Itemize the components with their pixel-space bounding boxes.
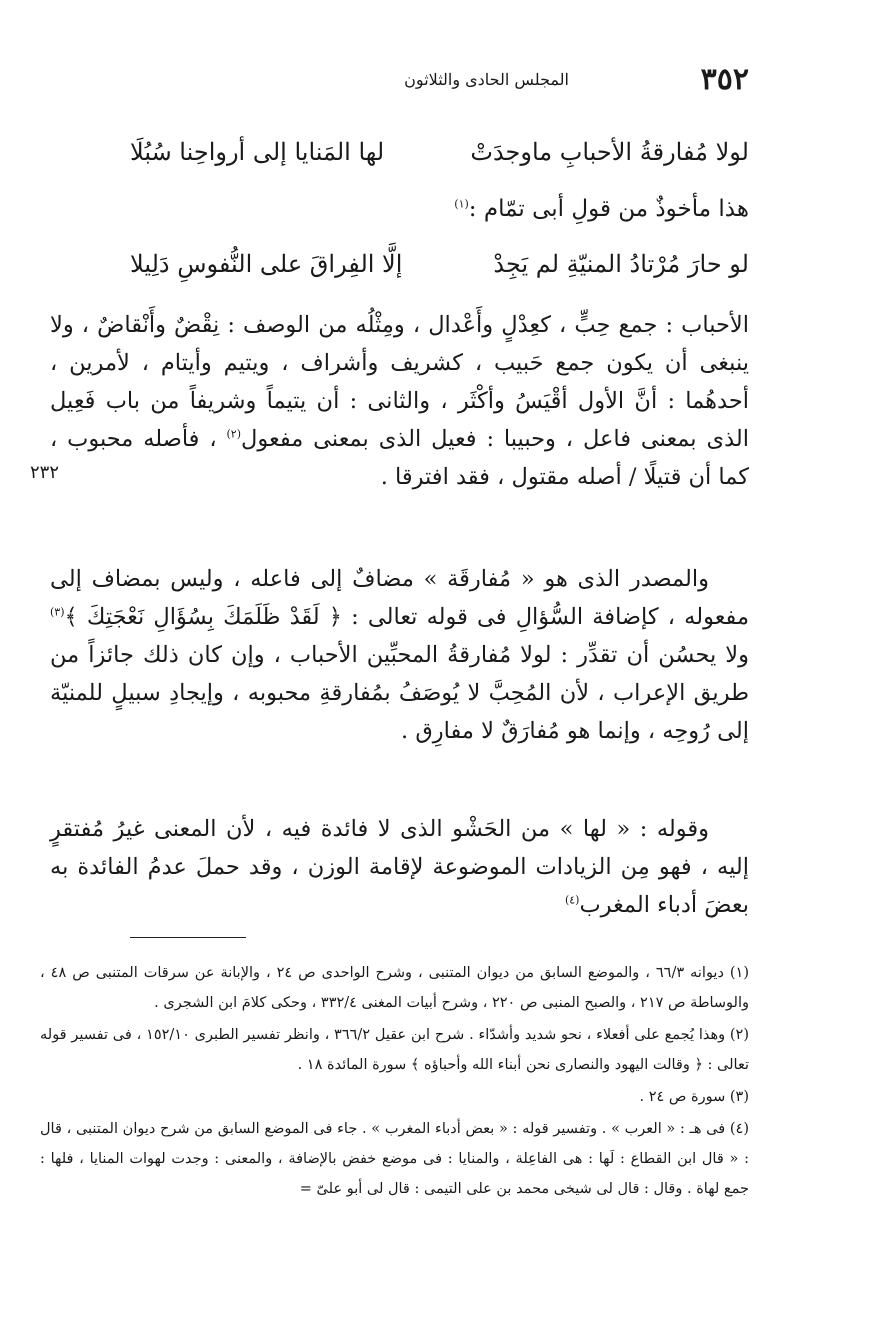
verse-2-first-hemistich: لو حارَ مُرْتادُ المنيّةِ لم يَجِدْ: [493, 250, 749, 278]
page-number: ٣٥٢: [700, 62, 749, 97]
footnote-ref-4: (٤): [564, 893, 580, 907]
footnote-ref-1: (١): [454, 197, 469, 211]
verse-1: [130, 138, 749, 178]
paragraph-1: [50, 306, 749, 496]
paragraph-3: [50, 810, 749, 924]
verse-2: [130, 250, 749, 290]
verse-1-first-hemistich: لولا مُفارقةُ الأحبابِ ماوجدَتْ: [470, 138, 749, 166]
footnote-ref-2: (٢): [226, 427, 241, 441]
paragraph-2-text-a: والمصدر الذى هو « مُفارقَة » مضافٌ إلى فاعله ، وليس بمضاف إلى مفعوله ، كإضافة السُّؤالِ فى قوله تعالى : ﴿ لَقَدْ ظَلَمَكَ بِسُؤَالِ نَعْجَتِكَ ﴾: [50, 566, 749, 630]
paragraph-3-text-a: وقوله : « لها » من الحَشْو الذى لا فائدة فيه ، لأن المعنى غيرُ مُفتقرٍ إليه ، فهو مِن الزيادات الموضوعة لإقامة الوزن ، وقد حملَ عدمُ الفائدة به بعضَ أدباء المغرب: [50, 816, 749, 918]
paragraph-2: [50, 560, 749, 750]
paragraph-1-text-a: الأحباب : جمع حِبٍّ ، كعِدْلٍ وأَعْدال ، ومِثْلُه من الوصف : نِقْضٌ وأَنْقاضٌ ، ولا ينبغى أن يكون جمع حَبيب ، كشريف وأشراف ، ويتيم وأيتام ، لأمرين ، أحدهُما : أنَّ الأول أقْيَسُ وأكْثَر ، والثانى : أن يتيماً وشريفاً من باب فَعِيل الذى بمعنى فاعل ، وحبيبا : فعيل الذى بمعنى مفعول: [50, 312, 749, 452]
paragraph-2-text-b: ولا يحسُن أن تقدِّر : لولا مُفارقةُ المحبِّين الأحباب ، وإن كان ذلك جائزاً من طريق الإعراب ، لأن المُحِبَّ لا يُوصَفُ بمُفارقةِ محبوبه ، وإيجادِ سبيلٍ للمنيّة إلى رُوحِه ، وإنما هو مُفارَقٌ لا مفارِق .: [50, 642, 749, 744]
margin-page-number: ٢٣٢: [30, 462, 60, 483]
verse-1-second-hemistich: لها المَنايا إلى أرواحِنا سُبُلَا: [130, 138, 385, 166]
footnotes: [40, 958, 749, 1206]
footnote-4: (٤) فى هـ : « العرب » . وتفسير قوله : « بعض أدباء المغرب » . جاء فى الموضع السابق من شرح ديوان المتنبى ، قال : « قال ابن القطاع : لَها : هى الفاعِلة ، والمنايا : فى موضع خفض بالإضافة ، والمعنى : وجدت لهوات المنايا ، فلها : جمع لهاة . وقال : قال لى شيخى محمد بن على التيمى : قال لى أبو علىّ =: [40, 1121, 749, 1197]
running-title: المجلس الحادى والثلاثون: [404, 70, 569, 89]
footnote-1: (١) ديوانه ٦٦/٣ ، والموضع السابق من ديوان المتنبى ، وشرح الواحدى ص ٢٤ ، والإبانة عن سرقات المتنبى ص ٤٨ ، والوساطة ص ٢١٧ ، والصبح المنبى ص ٢٢٠ ، وشرح أبيات المغنى ٣٣٢/٤ ، وحكى كلامَ ابن الشجرى .: [40, 965, 750, 1011]
footnote-ref-3: (٣): [50, 605, 65, 619]
footnote-separator: [130, 937, 246, 938]
source-line: [454, 196, 749, 222]
source-line-text: هذا مأخوذٌ من قولِ أبى تمّام :: [468, 196, 749, 222]
paragraph-1-text-b: ، فأصله محبوب ، كما أن قتيلًا / أصله مقتول ، فقد افترقا .: [50, 426, 749, 490]
footnote-3: (٣) سورة ص ٢٤ .: [639, 1089, 749, 1105]
page-header: [40, 62, 749, 98]
verse-2-second-hemistich: إلَّا الفِراقَ على النُّفوسِ دَلِيلا: [130, 250, 403, 278]
footnote-2: (٢) وهذا يُجمع على أفعلاء ، نحو شديد وأشدّاء . شرح ابن عقيل ٣٦٦/٢ ، وانظر تفسير الطبرى ١٥٢/١٠ ، فى تفسير قوله تعالى : ﴿ وقالت اليهود والنصارى نحن أبناء الله وأحباؤه ﴾ سورة المائدة ١٨ .: [40, 1027, 749, 1073]
